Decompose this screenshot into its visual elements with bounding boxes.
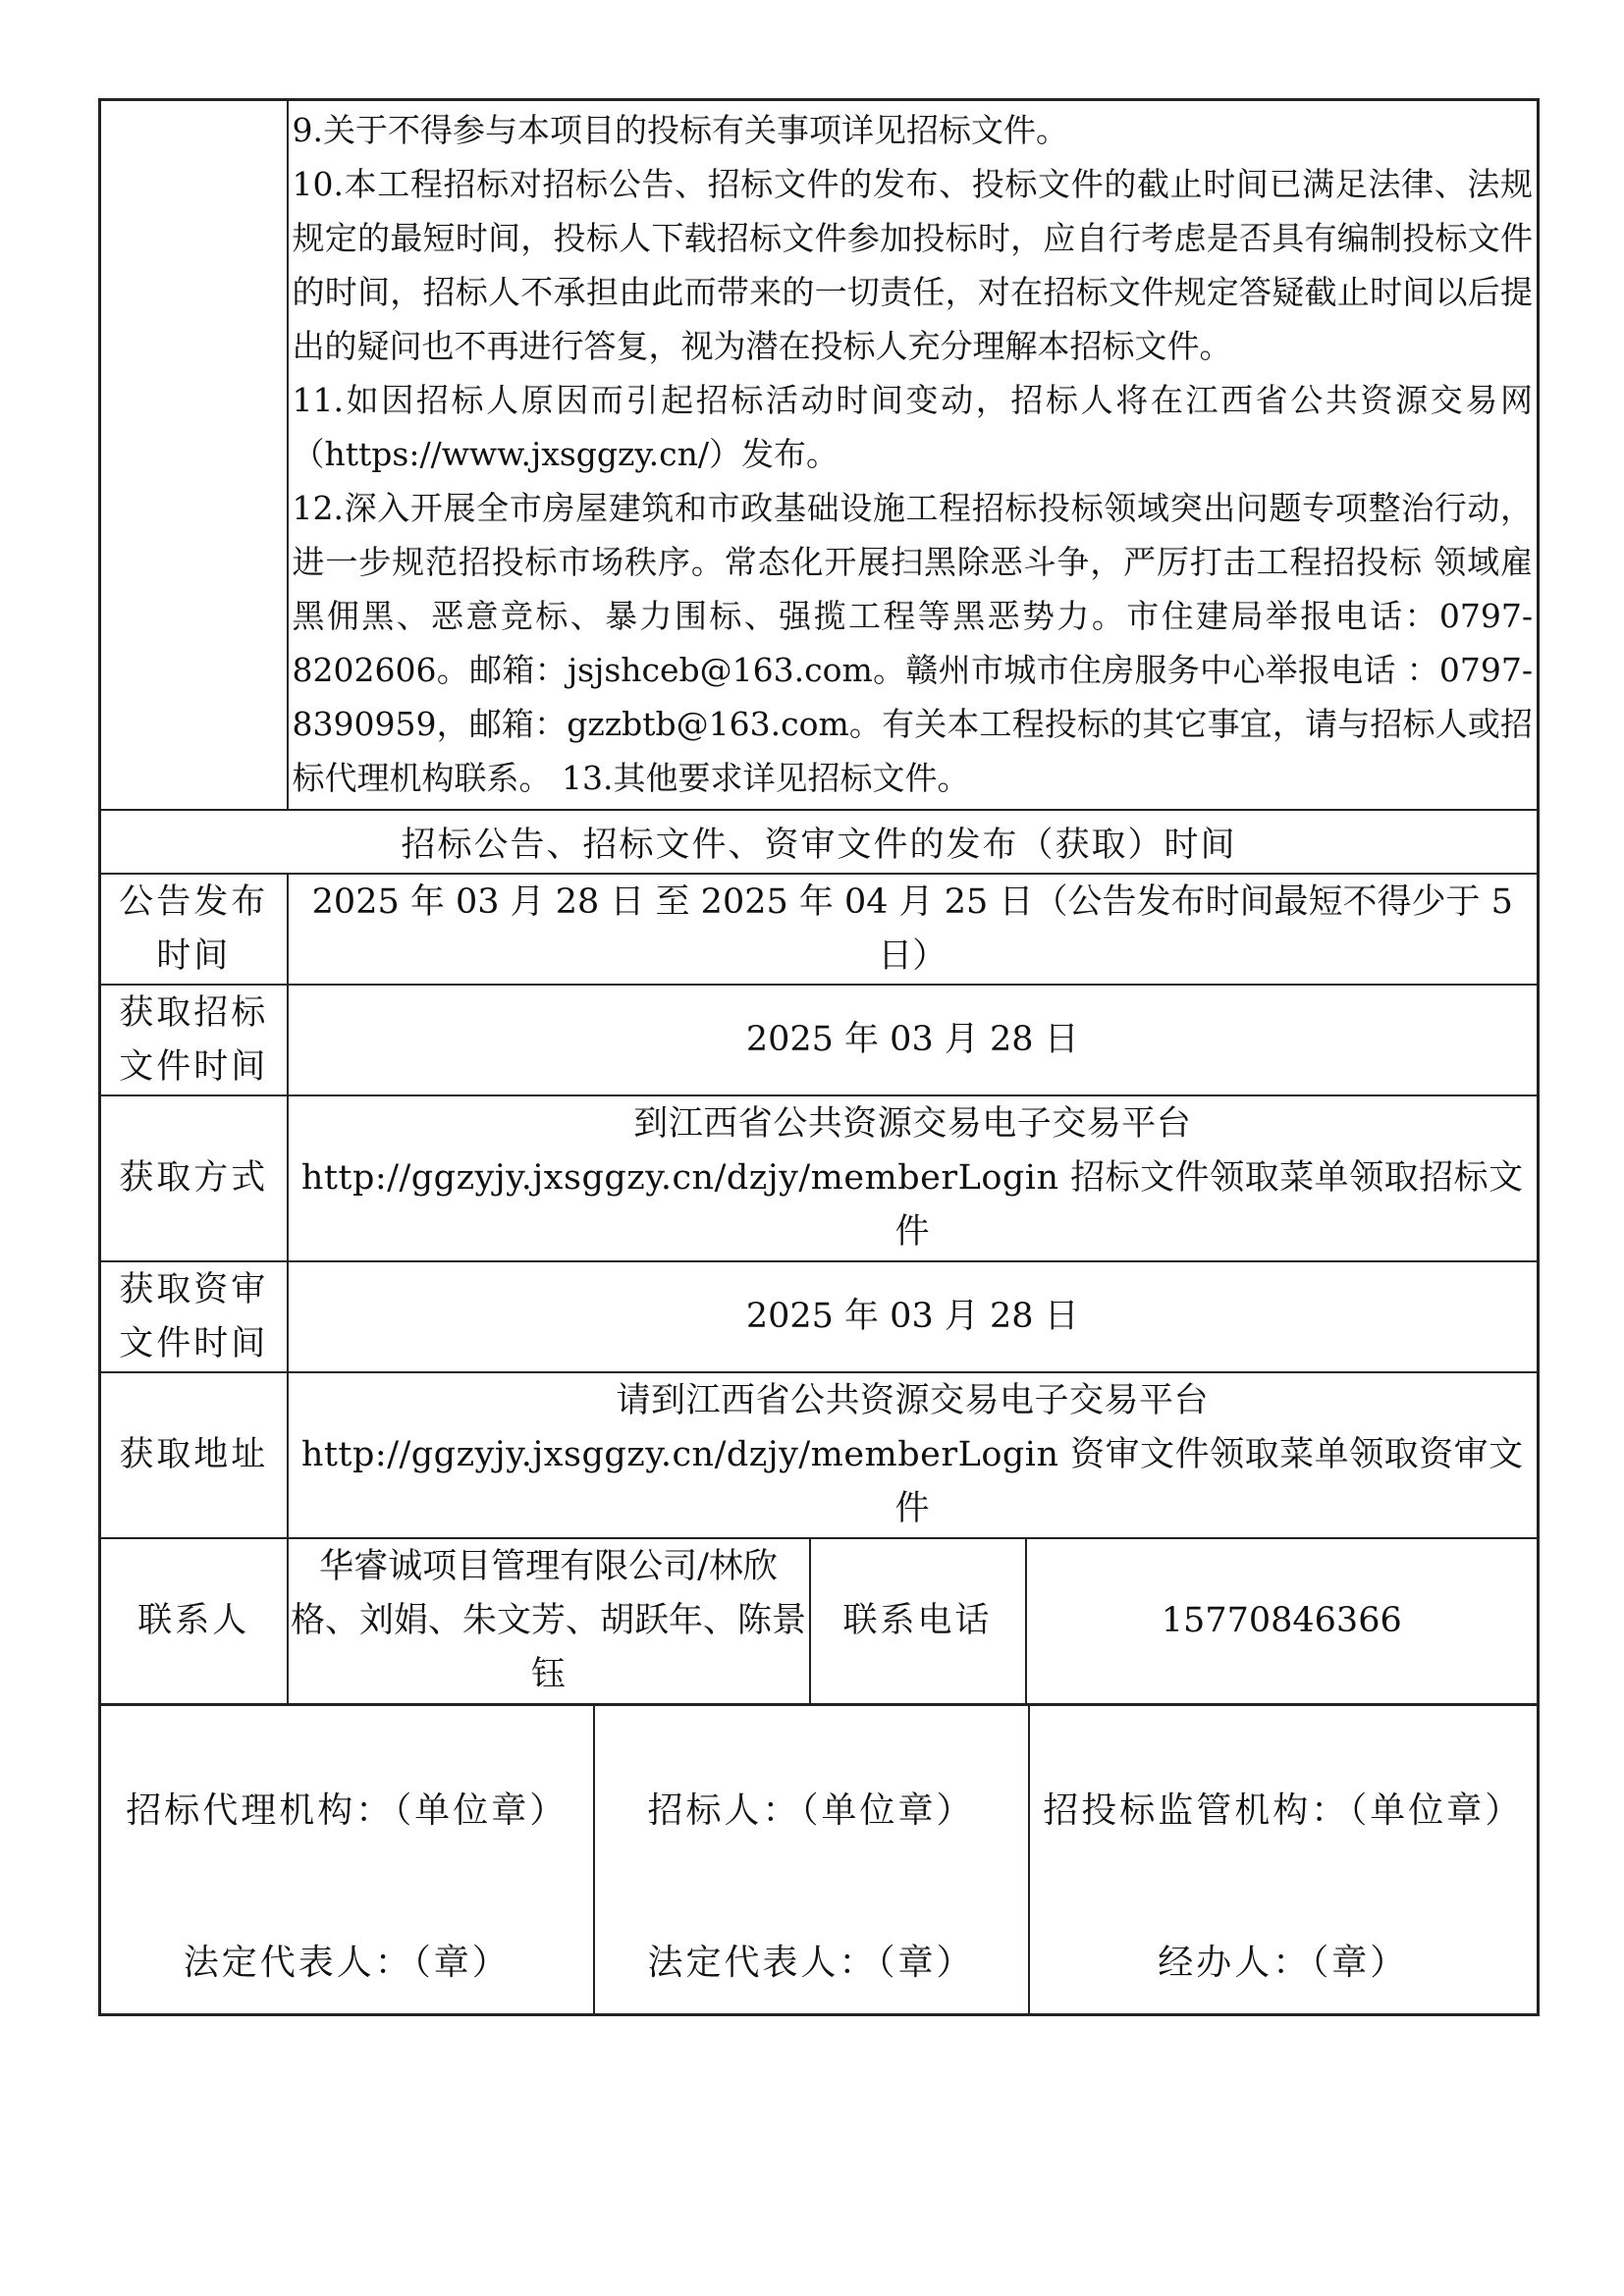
- address-label: 获取地址: [100, 1372, 288, 1538]
- tender-time-value: 2025 年 03 月 28 日: [288, 985, 1539, 1095]
- notes-left-cell: [100, 100, 288, 811]
- note-11: 11.如因招标人原因而引起招标活动时间变动，招标人将在江西省公共资源交易网（https://www.jxsggzy.cn/）发布。: [292, 381, 1534, 473]
- announce-value: 2025 年 03 月 28 日 至 2025 年 04 月 25 日（公告发布时间最短不得少于 5 日）: [288, 874, 1539, 985]
- tender-info-table: [98, 98, 1540, 1706]
- phone-value: 15770846366: [1026, 1538, 1539, 1704]
- announce-label: 公告发布时间: [100, 874, 288, 985]
- contact-row: [100, 1538, 1539, 1704]
- section-title-row: [100, 810, 1539, 874]
- supervisor-seal-label: 招投标监管机构：（单位章）: [1043, 1789, 1524, 1831]
- address-row: [100, 1372, 1539, 1538]
- note-9: 9.关于不得参与本项目的投标有关事项详见招标文件。: [292, 111, 1068, 149]
- signature-row: [100, 1706, 1539, 2015]
- note-12-13: 12.深入开展全市房屋建筑和市政基础设施工程招标投标领域突出问题专项整治行动，进一步规范招投标市场秩序。常态化开展扫黑除恶斗争，严厉打击工程招投标 领域雇黑佣黑、恶意竞标、暴力围标、强揽工程等黑恶势力。市住建局举报电话：0797-8202606。邮箱：jsjshceb@163.com。赣州市城市住房服务中心举报电话 ：0797- 8390959，邮箱：gzzbtb@163.com。有关本工程投标的其它事宜，请与招标人或招标代理机构联系。 13.其他要求详见招标文件。: [292, 489, 1534, 797]
- section-title: 招标公告、招标文件、资审文件的发布（获取）时间: [100, 810, 1539, 874]
- tender-time-label: 获取招标文件时间: [100, 985, 288, 1095]
- document-page: [98, 98, 1537, 2016]
- tenderer-rep-label: 法定代表人：（章）: [647, 1942, 975, 1983]
- contact-label: 联系人: [100, 1538, 288, 1704]
- address-value: 请到江西省公共资源交易电子交易平台 http://ggzyjy.jxsggzy.cn/dzjy/memberLogin 资审文件领取菜单领取资审文件: [288, 1372, 1539, 1538]
- signature-table: [98, 1706, 1540, 2016]
- contact-value: 华睿诚项目管理有限公司/林欣格、刘娟、朱文芳、胡跃年、陈景钰: [288, 1538, 810, 1704]
- prequal-time-row: [100, 1261, 1539, 1372]
- phone-label: 联系电话: [810, 1538, 1026, 1704]
- supervisor-handler-label: 经办人：（章）: [1158, 1942, 1409, 1983]
- signature-supervisor-cell: [1029, 1706, 1539, 2015]
- method-row: [100, 1095, 1539, 1261]
- prequal-time-label: 获取资审文件时间: [100, 1261, 288, 1372]
- signature-agency-cell: [100, 1706, 594, 2015]
- note-10: 10.本工程招标对招标公告、招标文件的发布、投标文件的截止时间已满足法律、法规规定的最短时间，投标人下载招标文件参加投标时，应自行考虑是否具有编制投标文件的时间，招标人不承担由此而带来的一切责任，对在招标文件规定答疑截止时间以后提出的疑问也不再进行答复，视为潜在投标人充分理解本招标文件。: [292, 165, 1534, 365]
- method-label: 获取方式: [100, 1095, 288, 1261]
- announce-row: [100, 874, 1539, 985]
- notes-cell: [288, 100, 1539, 811]
- prequal-time-value: 2025 年 03 月 28 日: [288, 1261, 1539, 1372]
- tender-time-row: [100, 985, 1539, 1095]
- tenderer-seal-label: 招标人：（单位章）: [647, 1789, 975, 1831]
- method-value: 到江西省公共资源交易电子交易平台 http://ggzyjy.jxsggzy.cn/dzjy/memberLogin 招标文件领取菜单领取招标文件: [288, 1095, 1539, 1261]
- signature-tenderer-cell: [594, 1706, 1029, 2015]
- notes-row: [100, 100, 1539, 811]
- agency-rep-label: 法定代表人：（章）: [183, 1942, 511, 1983]
- agency-seal-label: 招标代理机构：（单位章）: [126, 1789, 568, 1831]
